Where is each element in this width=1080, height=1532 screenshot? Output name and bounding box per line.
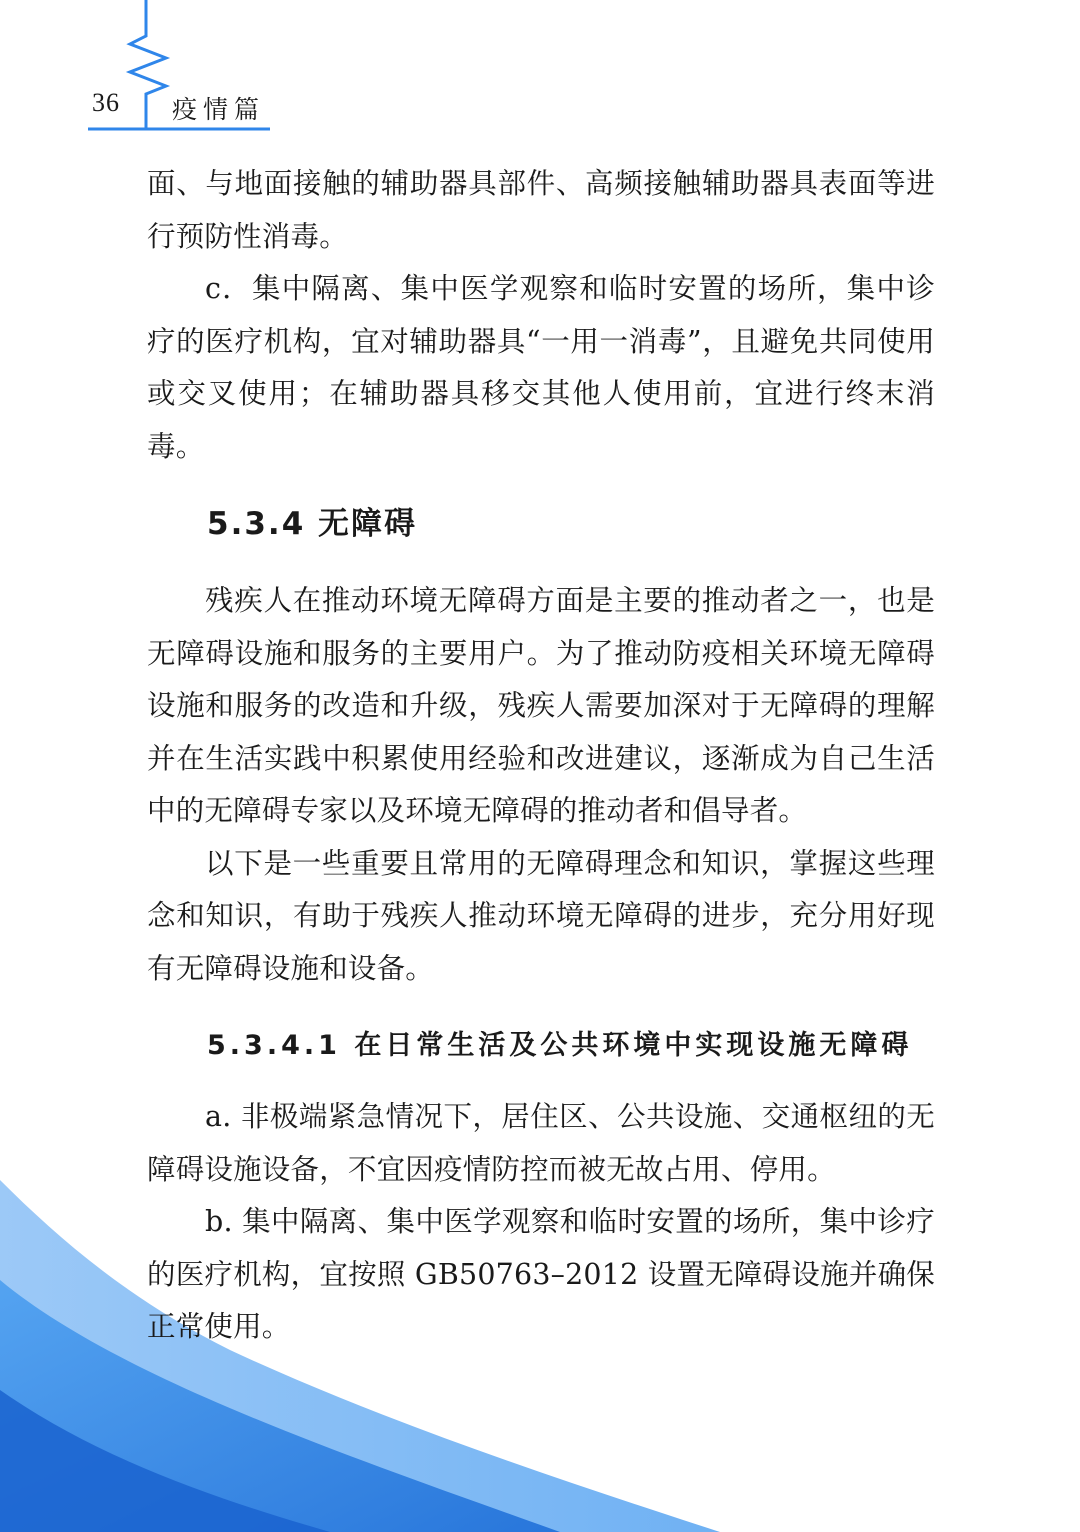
paragraph-item-b: b. 集中隔离、集中医学观察和临时安置的场所，集中诊疗的医疗机构，宜按照 GB50763–2012 设置无障碍设施并确保正常使用。 — [147, 1205, 935, 1343]
paragraph-item-c: c．集中隔离、集中医学观察和临时安置的场所，集中诊疗的医疗机构，宜对辅助器具“一用一消毒”，且避免共同使用或交叉使用；在辅助器具移交其他人使用前，宜进行终末消毒。 — [147, 272, 935, 463]
paragraph-disinfection-cont: 面、与地面接触的辅助器具部件、高频接触辅助器具表面等进行预防性消毒。 — [147, 167, 935, 253]
heading-5-3-4: 5.3.4 无障碍 — [207, 506, 418, 542]
page-number: 36 — [92, 88, 120, 117]
chapter-title: 疫情篇 — [172, 95, 266, 124]
paragraph-accessibility-knowledge: 以下是一些重要且常用的无障碍理念和知识，掌握这些理念和知识，有助于残疾人推动环境无障碍的进步，充分用好现有无障碍设施和设备。 — [147, 846, 935, 985]
heading-5-3-4-1: 5.3.4.1 在日常生活及公共环境中实现设施无障碍 — [207, 1030, 913, 1061]
paragraph-accessibility-intro: 残疾人在推动环境无障碍方面是主要的推动者之一，也是无障碍设施和服务的主要用户。为了推动防疫相关环境无障碍设施和服务的改造和升级，残疾人需要加深对于无障碍的理解并在生活实践中积累使用经验和改进建议，逐渐成为自己生活中的无障碍专家以及环境无障碍的推动者和倡导者。 — [147, 584, 935, 827]
page-body — [147, 158, 935, 1354]
paragraph-item-a: a. 非极端紧急情况下，居住区、公共设施、交通枢纽的无障碍设施设备，不宜因疫情防控而被无故占用、停用。 — [147, 1100, 935, 1186]
